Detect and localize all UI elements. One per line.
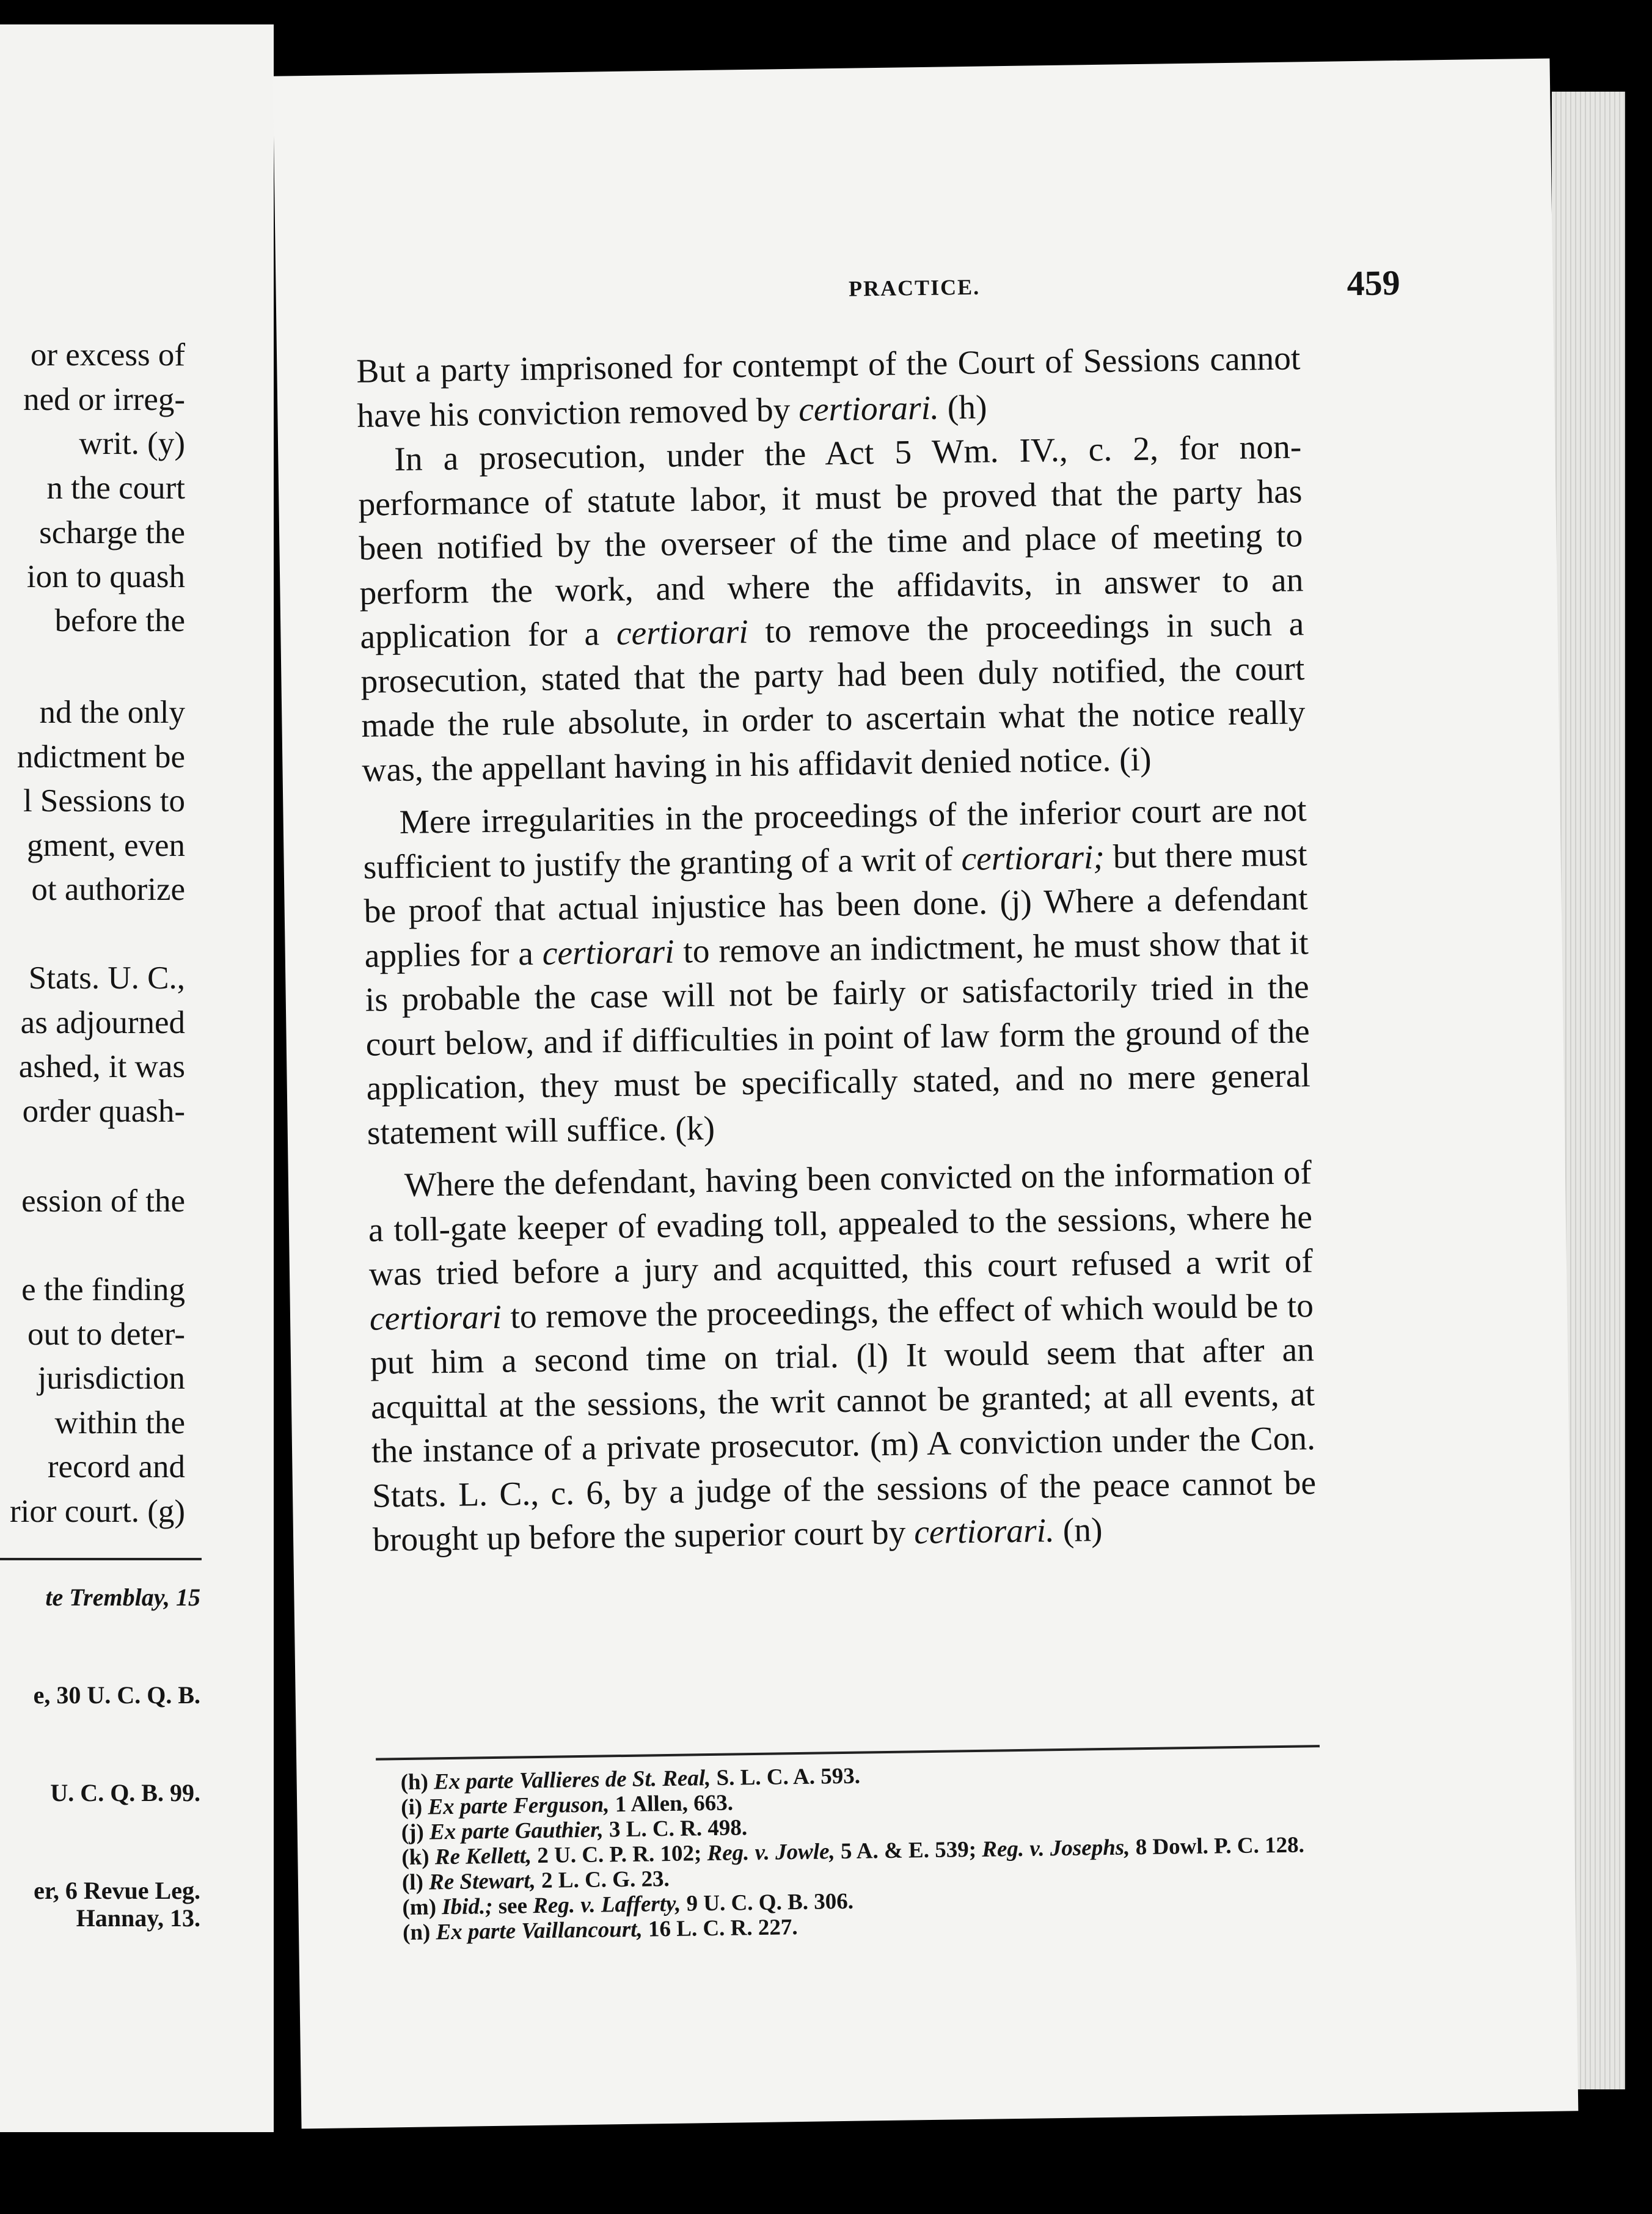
left-page-fragment [0, 24, 274, 2132]
page-number: 459 [1347, 263, 1400, 304]
paragraph: Where the defendant, having been convicted on the information of a toll-gate keeper of evading toll, appealed to the sessions, where he was tried before a jury and acquitted, this court refused a writ of certiorari to remove the proceedings, the effect of which would be to put him a second time on trial. (l) It would seem that after an acquittal at the sessions, the writ cannot be granted; at all events, at the instance of a private prosecutor. (m) A conviction under the Con. Stats. L. C., c. 6, by a judge of the sessions of the peace cannot be brought up before the superior court by certiorari. (n) [368, 1154, 1317, 1559]
left-line: scharge the [39, 515, 185, 550]
book-page [273, 59, 1579, 2129]
left-line: out to deter- [27, 1317, 185, 1352]
footnote-rule [376, 1745, 1320, 1761]
footnote-n: (n) Ex parte Vaillancourt, 16 L. C. R. 227. [402, 1915, 798, 1946]
left-footnote-rule [0, 1558, 202, 1560]
left-line: Stats. U. C., [28, 960, 185, 996]
left-line: order quash- [22, 1094, 185, 1129]
left-line: gment, even [26, 828, 185, 863]
footnote-h: (h) Ex parte Vallieres de St. Real, S. L. C. A. 593. [400, 1763, 861, 1796]
left-line: as adjourned [20, 1005, 185, 1040]
footnote-i: (i) Ex parte Ferguson, 1 Allen, 663. [400, 1790, 734, 1821]
left-footnote-line: U. C. Q. B. 99. [50, 1779, 200, 1807]
left-line: before the [54, 603, 185, 638]
left-line: ession of the [21, 1183, 185, 1219]
left-footnote-line: Hannay, 13. [76, 1904, 200, 1932]
left-line: n the court [46, 470, 185, 506]
left-line: record and [47, 1449, 185, 1485]
left-line: jurisdiction [37, 1361, 185, 1396]
left-line: rior court. (g) [10, 1494, 185, 1529]
paragraph: In a prosecution, under the Act 5 Wm. IV., c. 2, for non-performance of statute labor, it must be proved that the party has been notified by the overseer of the time and place of meeting to perform the work, and where the affidavits, in answer to an application for a certiorari to remove the proceedings in such a prosecution, stated that the party had been duly notified, the court made the rule absolute, in order to ascertain what the notice really was, the appellant having in his affidavit denied notice. (i) [358, 428, 1306, 789]
left-footnote-line: er, 6 Revue Leg. [34, 1877, 200, 1904]
left-footnote-line: te Tremblay, 15 [45, 1584, 200, 1611]
left-line: or excess of [30, 337, 185, 373]
left-line: writ. (y) [79, 426, 185, 461]
paragraph: But a party imprisoned for contempt of the Court of Sessions cannot have his conviction removed by certiorari. (h) [356, 340, 1301, 435]
left-line: ned or irreg- [23, 382, 185, 417]
paragraph: Mere irregularities in the proceedings of the inferior court are not sufficient to justify the granting of a writ of certiorari; but there must be proof that actual injustice has been done. (j) Where a defendant applies for a certiorari to remove an indictment, he must show that it is probable the case will not be fairly or satisfactorily tried in the court below, and if difficulties in point of law form the ground of the application, they must be specifically stated, and no mere general statement will suffice. (k) [363, 791, 1311, 1152]
body-text [356, 337, 1317, 1563]
left-line: ion to quash [26, 559, 185, 594]
left-line: l Sessions to [23, 783, 185, 819]
left-line: ot authorize [31, 872, 185, 907]
left-line: ndictment be [16, 739, 185, 775]
footnote-m: (m) Ibid.; see Reg. v. Lafferty, 9 U. C. Q. B. 306. [402, 1888, 854, 1921]
left-footnote-line: e, 30 U. C. Q. B. [33, 1681, 200, 1709]
footnote-j: (j) Ex parte Gauthier, 3 L. C. R. 498. [401, 1815, 748, 1846]
left-line: nd the only [39, 695, 185, 730]
running-head: PRACTICE. [848, 274, 981, 301]
footnotes [376, 1757, 1322, 1946]
left-line: ashed, it was [18, 1049, 185, 1084]
footnote-k: (k) Re Kellett, 2 U. C. P. R. 102; Reg. v. Jowle, 5 A. & E. 539; Reg. v. Josephs, 8 Dowl. P. C. 128. [401, 1832, 1305, 1871]
page-header [276, 260, 1553, 321]
footnote-l: (l) Re Stewart, 2 L. C. G. 23. [401, 1866, 670, 1896]
left-line: e the finding [21, 1272, 185, 1307]
left-line: within the [54, 1405, 185, 1441]
